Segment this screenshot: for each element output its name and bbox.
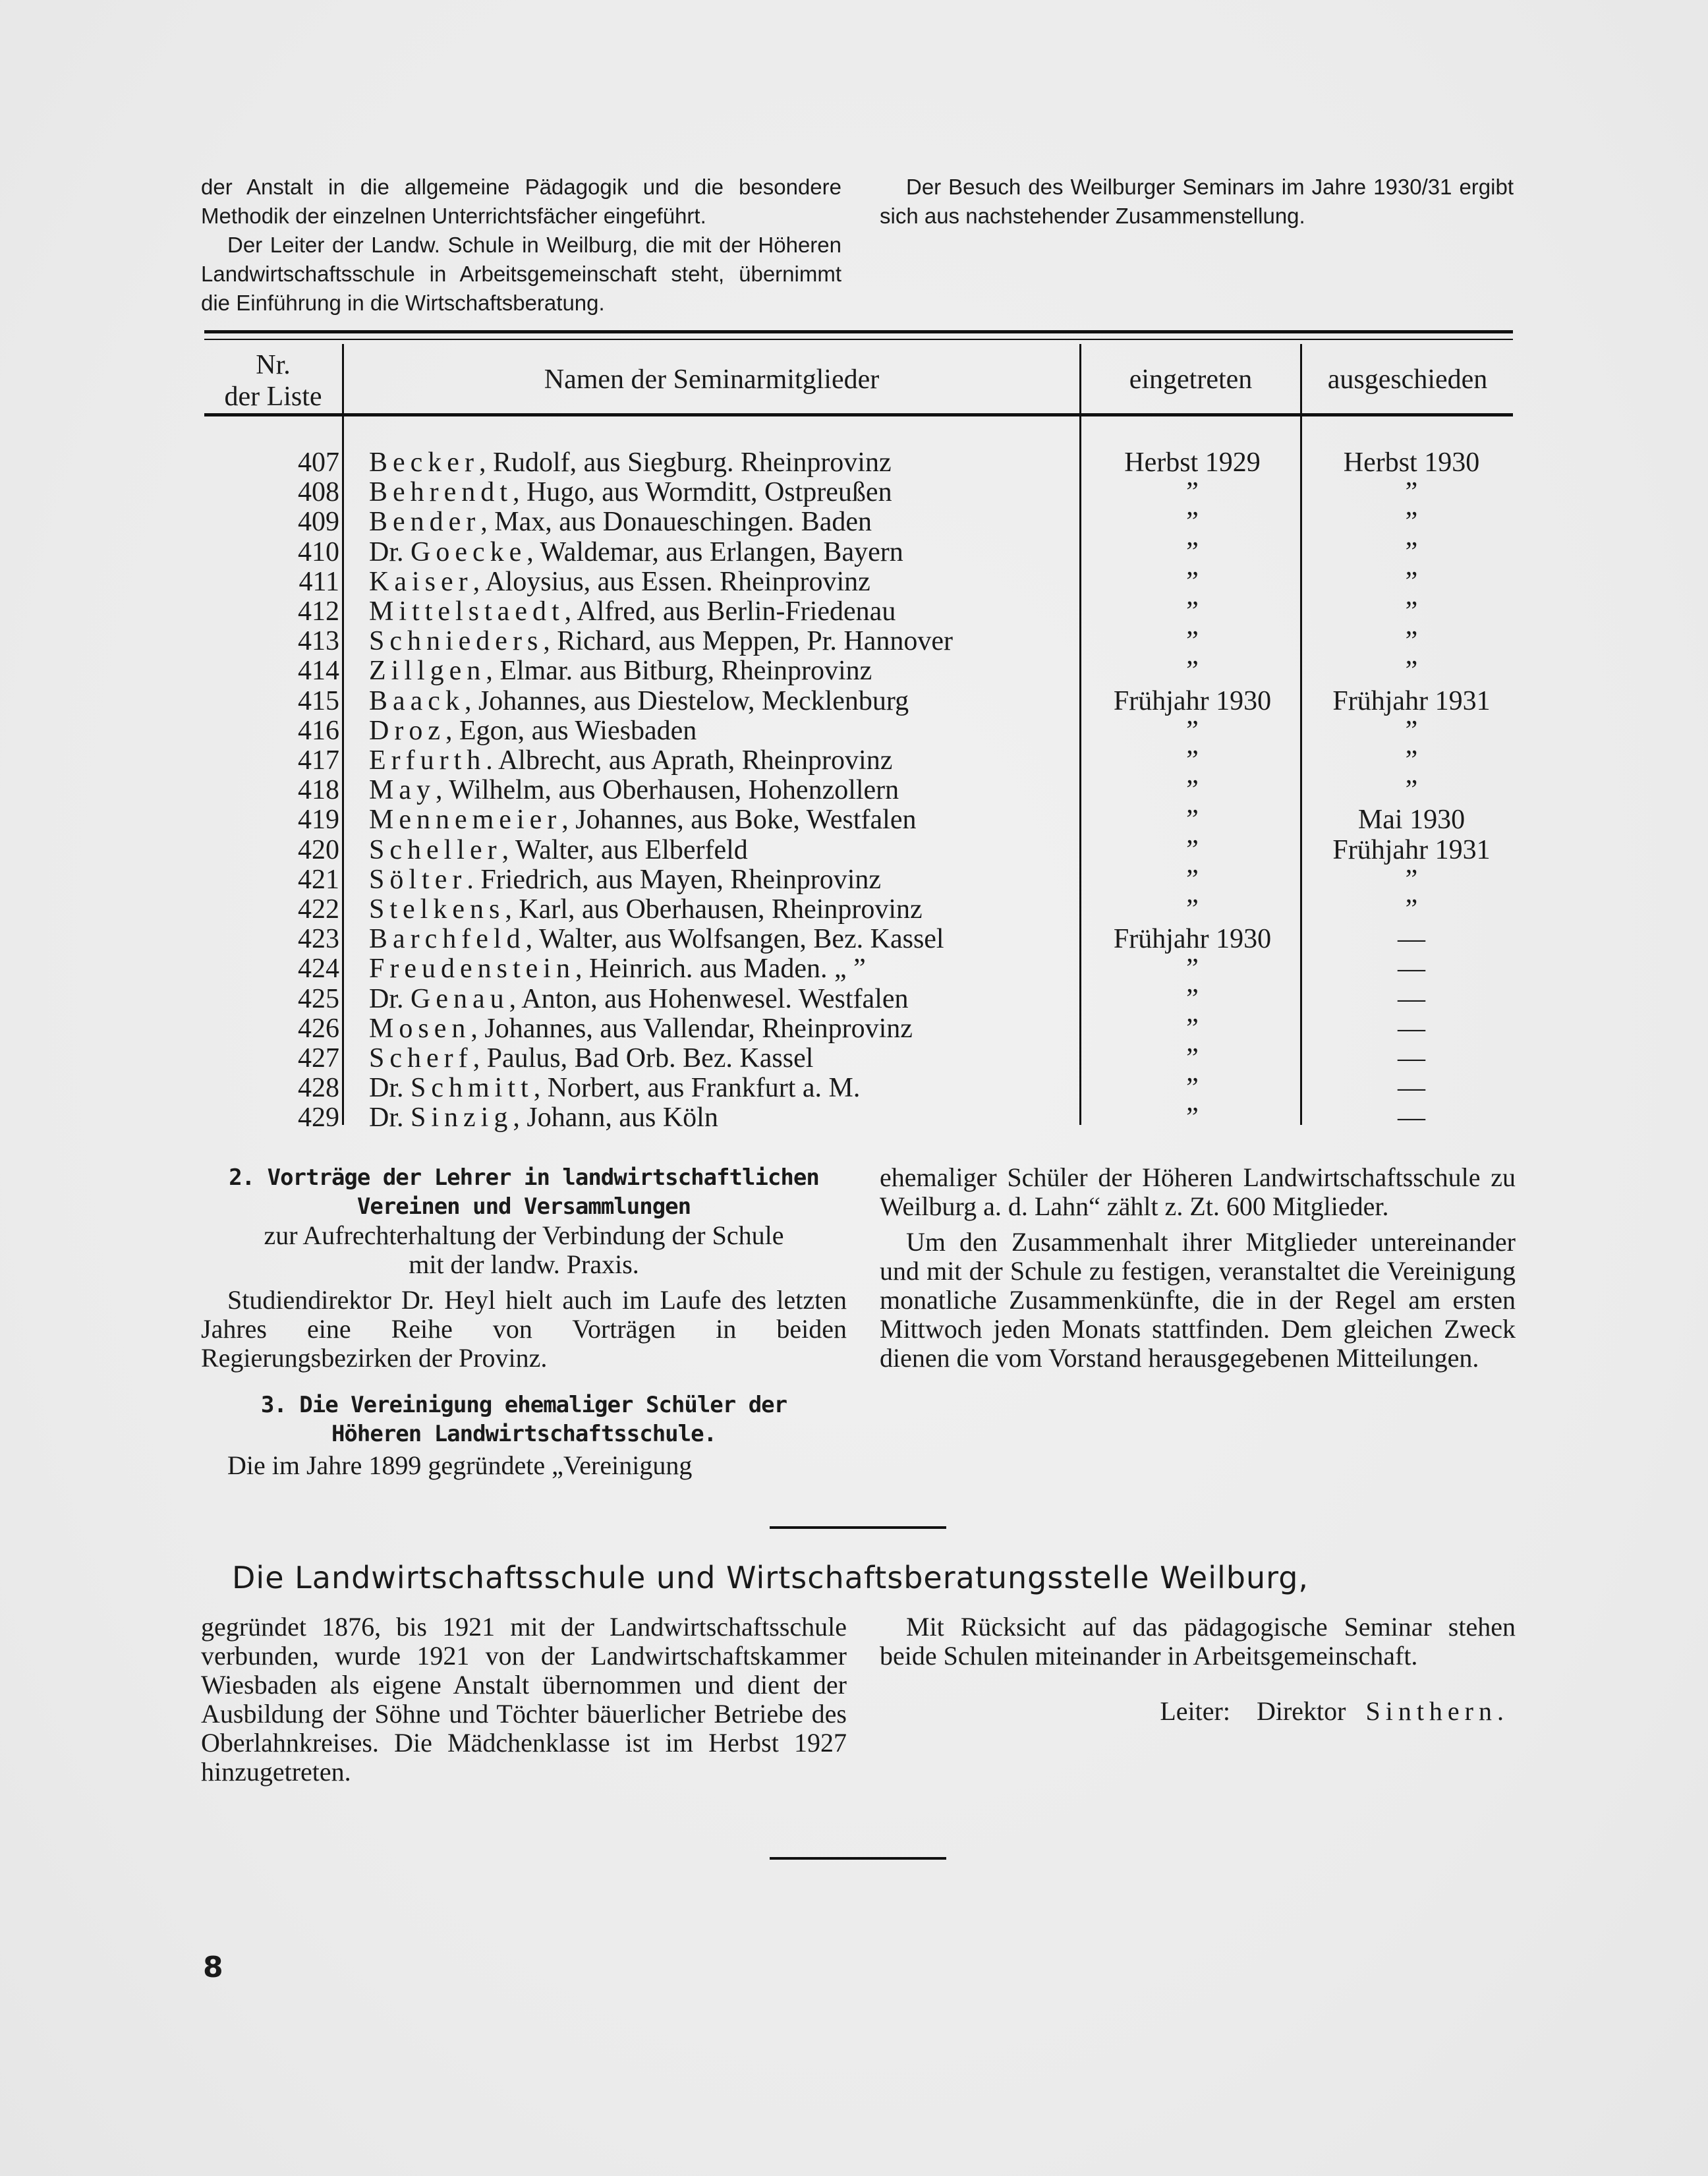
- member-name: [369, 656, 872, 686]
- left-value: —: [1398, 1073, 1425, 1104]
- row-number: 422: [298, 894, 339, 925]
- row-number: 408: [298, 477, 339, 508]
- name-details: , Rudolf, aus Siegburg. Rheinprovinz: [478, 447, 892, 478]
- name-prefix: Dr.: [369, 1102, 411, 1133]
- member-name: [369, 687, 909, 716]
- surname: May: [369, 775, 436, 806]
- row-number: 411: [299, 566, 339, 597]
- surname: Stelkens: [369, 894, 505, 925]
- row-number: 428: [298, 1073, 339, 1104]
- table-row: [204, 776, 1513, 805]
- table-row: [204, 597, 1513, 627]
- section-3-continued: [880, 1163, 1516, 1373]
- table-row: [204, 805, 1513, 835]
- row-number: 416: [298, 715, 339, 746]
- table-row: [204, 448, 1513, 478]
- table-row: [204, 1074, 1513, 1103]
- name-details: , Egon, aus Wiesbaden: [445, 715, 697, 746]
- row-number: 424: [298, 954, 339, 985]
- name-details: , Paulus, Bad Orb. Bez. Kassel: [472, 1043, 814, 1074]
- entered-value: ”: [1186, 745, 1199, 776]
- surname: Erfurth: [369, 745, 486, 776]
- row-number: 410: [298, 536, 339, 567]
- table-header-rule: [204, 413, 1513, 416]
- entered-value: ”: [1186, 954, 1199, 985]
- table-row: [204, 687, 1513, 716]
- left-value: Frühjahr 1931: [1332, 685, 1491, 716]
- surname: Droz: [369, 715, 445, 746]
- surname: Bender: [369, 507, 481, 538]
- name-prefix: Dr.: [369, 983, 411, 1014]
- entered-value: Frühjahr 1930: [1113, 924, 1272, 955]
- entered-value: Herbst 1929: [1124, 447, 1261, 478]
- member-name: [369, 1044, 813, 1074]
- name-details: , Anton, aus Hohenwesel. Westfalen: [509, 983, 909, 1014]
- entered-value: ”: [1186, 566, 1199, 597]
- page-number: 8: [203, 1951, 223, 1984]
- member-name: [369, 925, 944, 954]
- member-name: [369, 836, 748, 865]
- table-row: [204, 954, 1513, 984]
- row-number: 429: [298, 1102, 339, 1133]
- school-title: Die Landwirtschaftsschule und Wirtschaftsberatungsstelle Weilburg,: [232, 1560, 1309, 1595]
- left-value: —: [1398, 954, 1425, 985]
- left-value: ”: [1405, 745, 1418, 776]
- bottom-rule: [770, 1857, 946, 1860]
- entered-value: ”: [1186, 656, 1199, 687]
- name-details: , Richard, aus Meppen, Pr. Hannover: [543, 626, 953, 657]
- entered-value: ”: [1186, 626, 1199, 657]
- name-details: , Johannes, aus Diestelow, Mecklenburg: [464, 685, 909, 716]
- name-details: , Max, aus Donaueschingen. Baden: [480, 507, 872, 538]
- name-details: , Wilhelm, aus Oberhausen, Hohenzollern: [436, 775, 899, 806]
- name-details: , Karl, aus Oberhausen, Rheinprovinz: [505, 894, 923, 925]
- member-name: [369, 1074, 860, 1103]
- intro-right-paragraph: Der Besuch des Weilburger Seminars im Jahre 1930/31 ergibt sich aus nachstehender Zusammenstellung.: [880, 175, 1514, 228]
- surname: Mennemeier: [369, 805, 562, 836]
- section-3-heading-line1: 3. Die Vereinigung ehemaliger Schüler der: [260, 1392, 787, 1418]
- row-number: 418: [298, 775, 339, 806]
- member-name: [369, 865, 881, 895]
- name-details: , Hugo, aus Wormditt, Ostpreußen: [512, 477, 892, 508]
- surname: Schnieders: [369, 626, 544, 657]
- table-row: [204, 538, 1513, 567]
- table-row: [204, 507, 1513, 537]
- section-2-body: Studiendirektor Dr. Heyl hielt auch im Laufe des letzten Jahres eine Reihe von Vorträgen in beiden Regierungsbezirken der Provinz.: [201, 1285, 847, 1373]
- table-row: [204, 865, 1513, 895]
- left-value: —: [1398, 1013, 1425, 1044]
- table-row: [204, 836, 1513, 865]
- member-name: [369, 1103, 718, 1133]
- left-value: —: [1398, 924, 1425, 955]
- header-nr-line1: Nr.: [256, 350, 291, 380]
- section-3-body-start: Die im Jahre 1899 gegründete „Vereinigung: [227, 1450, 693, 1480]
- left-value: —: [1398, 1043, 1425, 1074]
- name-details: , Waldemar, aus Erlangen, Bayern: [527, 536, 903, 567]
- section-separator-rule: [770, 1526, 946, 1529]
- surname: Barchfeld: [369, 924, 526, 955]
- member-name: [369, 954, 866, 984]
- entered-value: ”: [1186, 477, 1199, 508]
- row-number: 419: [298, 805, 339, 836]
- surname: Sinzig: [411, 1102, 513, 1133]
- member-name: [369, 776, 899, 805]
- name-details: , Walter, aus Elberfeld: [501, 834, 748, 865]
- section-2-subtitle-line1: zur Aufrechterhaltung der Verbindung der Schule: [264, 1220, 784, 1250]
- left-value: ”: [1405, 566, 1418, 597]
- surname: Freudenstein: [369, 954, 575, 985]
- school-left-body: gegründet 1876, bis 1921 mit der Landwirtschaftsschule verbunden, wurde 1921 von der Landwirtschaftskammer Wiesbaden als eigene Anstalt übernommen und dient der Ausbildung der Söhne und Töchter bäuerlicher Betriebe des Oberlahnkreises. Die Mädchenklasse ist im Herbst 1927 hinzugetreten.: [201, 1612, 847, 1787]
- surname: Goecke: [411, 536, 527, 567]
- member-name: [369, 805, 916, 835]
- row-number: 417: [298, 745, 339, 776]
- intro-left-paragraph-1: der Anstalt in die allgemeine Pädagogik und die besondere Methodik der einzelnen Unterrichtsfächer eingeführt.: [201, 175, 841, 228]
- intro-left-paragraph-2: Der Leiter der Landw. Schule in Weilburg, die mit der Höheren Landwirtschaftsschule in Arbeitsgemeinschaft steht, übernimmt die Einführung in die Wirtschaftsberatung.: [201, 233, 841, 315]
- section-2: [201, 1163, 847, 1373]
- name-prefix: Dr.: [369, 1073, 411, 1104]
- entered-value: ”: [1186, 596, 1199, 627]
- entered-value: ”: [1186, 1043, 1199, 1074]
- header-entered: eingetreten: [1129, 364, 1253, 395]
- table-row: [204, 895, 1513, 925]
- section-3-body-2: Um den Zusammenhalt ihrer Mitglieder untereinander und mit der Schule zu festigen, veranstaltet die Vereinigung monatliche Zusammenkünfte, die in der Regel am ersten Mittwoch jeden Monats stattfinden. Dem gleichen Zweck dienen die vom Vorstand herausgegebenen Mitteilungen.: [880, 1227, 1516, 1373]
- left-value: Herbst 1930: [1343, 447, 1480, 478]
- name-details: , Elmar. aus Bitburg, Rheinprovinz: [486, 656, 872, 687]
- table-row: [204, 985, 1513, 1014]
- left-value: Frühjahr 1931: [1332, 834, 1491, 865]
- entered-value: ”: [1186, 983, 1199, 1014]
- entered-value: Frühjahr 1930: [1113, 685, 1272, 716]
- surname: Becker: [369, 447, 479, 478]
- header-left: ausgeschieden: [1327, 364, 1488, 395]
- member-name: [369, 895, 923, 925]
- row-number: 413: [298, 626, 339, 657]
- left-value: ”: [1405, 864, 1418, 895]
- school-right-column: [880, 1613, 1516, 1726]
- member-name: [369, 627, 953, 656]
- header-nr: [204, 349, 342, 413]
- surname: Schmitt: [411, 1073, 534, 1104]
- entered-value: ”: [1186, 1013, 1199, 1044]
- left-value: —: [1398, 1102, 1425, 1133]
- row-number: 412: [298, 596, 339, 627]
- entered-value: ”: [1186, 775, 1199, 806]
- leader-title: Direktor: [1256, 1696, 1346, 1726]
- entered-value: ”: [1186, 507, 1199, 538]
- table-row: [204, 478, 1513, 507]
- intro-right-column: [880, 173, 1514, 231]
- member-name: [369, 716, 697, 746]
- surname: Zillgen: [369, 656, 486, 687]
- left-value: Mai 1930: [1357, 805, 1466, 836]
- left-value: ”: [1405, 536, 1418, 567]
- entered-value: ”: [1186, 715, 1199, 746]
- row-number: 421: [298, 864, 339, 895]
- left-value: ”: [1405, 715, 1418, 746]
- left-value: ”: [1405, 507, 1418, 538]
- surname: Kaiser: [369, 566, 473, 597]
- table-row: [204, 716, 1513, 746]
- table-row: [204, 1103, 1513, 1133]
- entered-value: ”: [1186, 864, 1199, 895]
- row-number: 426: [298, 1013, 339, 1044]
- left-value: —: [1398, 983, 1425, 1014]
- leader-name: Sinthern.: [1365, 1696, 1509, 1726]
- table-row: [204, 746, 1513, 776]
- table-top-rule-thick: [204, 330, 1513, 333]
- member-name: [369, 567, 870, 597]
- surname: Mittelstaedt: [369, 596, 565, 627]
- section-2-heading-line1: 2. Vorträge der Lehrer in landwirtschaftlichen: [229, 1164, 819, 1191]
- header-nr-line2: der Liste: [224, 382, 322, 412]
- left-value: ”: [1405, 775, 1418, 806]
- left-value: ”: [1405, 894, 1418, 925]
- entered-value: ”: [1186, 834, 1199, 865]
- entered-value: ”: [1186, 894, 1199, 925]
- section-3-heading-line2: Höheren Landwirtschaftsschule.: [331, 1421, 717, 1447]
- member-name: [369, 538, 903, 567]
- name-details: , Norbert, aus Frankfurt a. M.: [533, 1073, 861, 1104]
- name-details: , Heinrich. aus Maden. „ ”: [575, 954, 866, 985]
- member-name: [369, 507, 872, 537]
- left-value: ”: [1405, 596, 1418, 627]
- section-2-heading-line2: Vereinen und Versammlungen: [356, 1193, 691, 1220]
- surname: Scheller: [369, 834, 502, 865]
- left-value: ”: [1405, 477, 1418, 508]
- surname: Genau: [411, 983, 509, 1014]
- name-details: , Johannes, aus Vallendar, Rheinprovinz: [470, 1013, 913, 1044]
- table-row: [204, 1014, 1513, 1044]
- row-number: 407: [298, 447, 339, 478]
- header-name: Namen der Seminarmitglieder: [544, 364, 880, 395]
- surname: Behrendt: [369, 477, 513, 508]
- surname: Scherf: [369, 1043, 473, 1074]
- section-2-subtitle-line2: mit der landw. Praxis.: [409, 1249, 639, 1279]
- member-name: [369, 1014, 913, 1044]
- surname: Mosen: [369, 1013, 471, 1044]
- table-row: [204, 925, 1513, 954]
- member-name: [369, 746, 892, 776]
- table-row: [204, 627, 1513, 656]
- leader-label: Leiter:: [1160, 1696, 1230, 1726]
- entered-value: ”: [1186, 536, 1199, 567]
- surname: Baack: [369, 685, 465, 716]
- entered-value: ”: [1186, 1073, 1199, 1104]
- section-3-body-continued: ehemaliger Schüler der Höheren Landwirtschaftsschule zu Weilburg a. d. Lahn“ zählt z. Zt. 600 Mitglieder.: [880, 1162, 1516, 1221]
- entered-value: ”: [1186, 1102, 1199, 1133]
- table-row: [204, 656, 1513, 686]
- row-number: 414: [298, 656, 339, 687]
- name-details: , Alfred, aus Berlin-Friedenau: [564, 596, 896, 627]
- row-number: 415: [298, 685, 339, 716]
- section-3: [201, 1390, 847, 1480]
- table-top-rule-thin: [204, 339, 1513, 340]
- row-number: 425: [298, 983, 339, 1014]
- row-number: 409: [298, 507, 339, 538]
- row-number: 423: [298, 924, 339, 955]
- entered-value: ”: [1186, 805, 1199, 836]
- name-prefix: Dr.: [369, 536, 411, 567]
- school-right-body: Mit Rücksicht auf das pädagogische Seminar stehen beide Schulen miteinander in Arbeitsgemeinschaft.: [880, 1612, 1516, 1671]
- name-details: . Friedrich, aus Mayen, Rheinprovinz: [467, 864, 882, 895]
- name-details: . Albrecht, aus Aprath, Rheinprovinz: [486, 745, 893, 776]
- name-details: , Johannes, aus Boke, Westfalen: [561, 805, 917, 836]
- name-details: , Walter, aus Wolfsangen, Bez. Kassel: [525, 924, 944, 955]
- row-number: 427: [298, 1043, 339, 1074]
- school-leader: [880, 1697, 1516, 1726]
- name-details: , Johann, aus Köln: [513, 1102, 718, 1133]
- left-value: ”: [1405, 626, 1418, 657]
- member-name: [369, 448, 892, 478]
- member-name: [369, 985, 909, 1014]
- table-row: [204, 567, 1513, 597]
- member-name: [369, 478, 892, 507]
- surname: Sölter: [369, 864, 467, 895]
- name-details: , Aloysius, aus Essen. Rheinprovinz: [472, 566, 870, 597]
- intro-left-column: [201, 173, 841, 318]
- member-name: [369, 597, 896, 627]
- row-number: 420: [298, 834, 339, 865]
- table-row: [204, 1044, 1513, 1074]
- left-value: ”: [1405, 656, 1418, 687]
